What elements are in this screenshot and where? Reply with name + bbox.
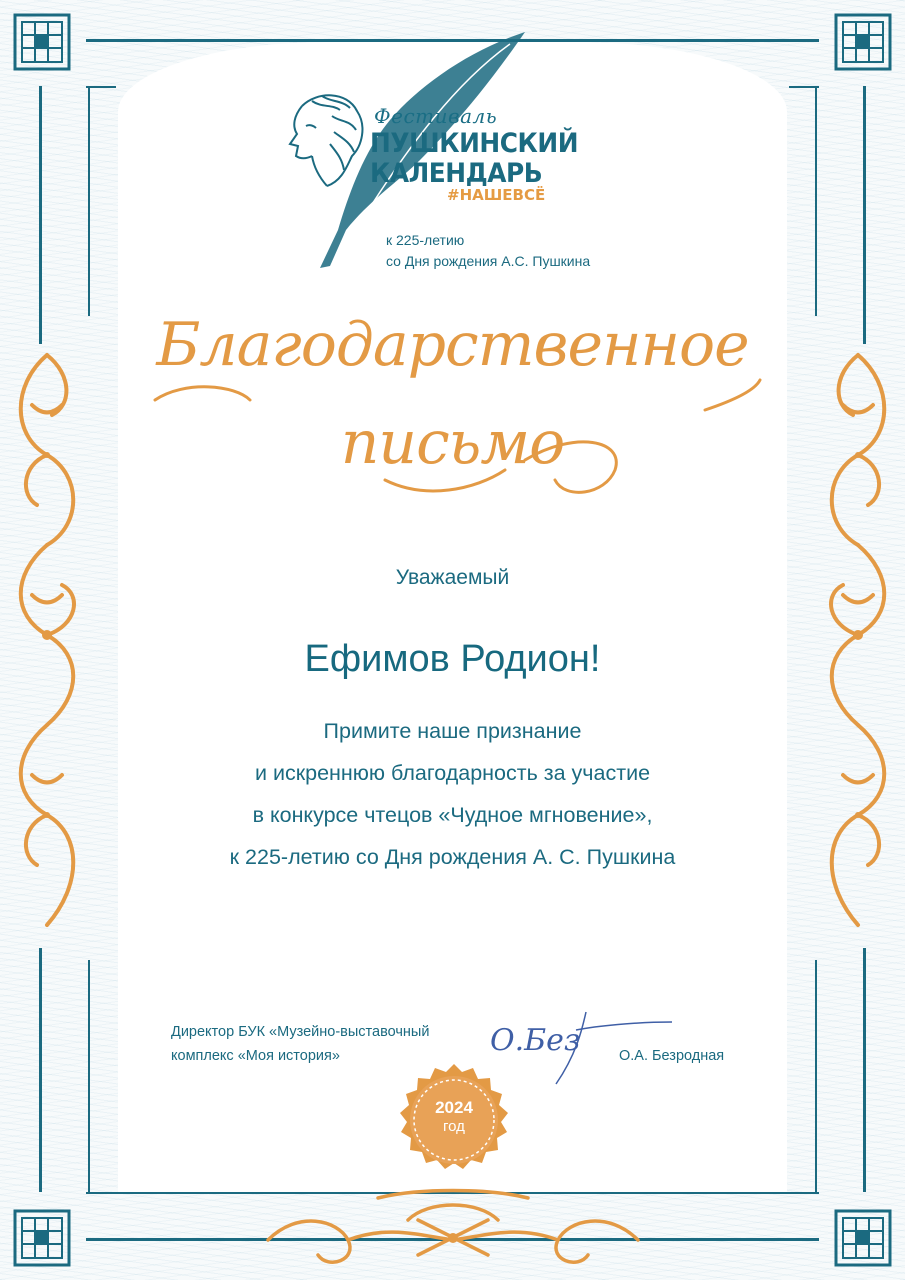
signer-name: О.А. Безродная	[619, 1048, 725, 1064]
body-line: и искреннюю благодарность за участие	[254, 761, 651, 785]
heading-line1: Благодарственное	[156, 310, 749, 380]
anniversary-line2: со Дня рождения А.С. Пушкина	[386, 253, 591, 269]
corner-ornament-icon	[12, 1208, 72, 1268]
body-line: в конкурсе чтецов «Чудное мгновение»,	[252, 803, 653, 827]
logo-hashtag: #НАШЕВСЁ	[447, 186, 546, 204]
corner-ornament-icon	[833, 12, 893, 72]
inner-line-left-lower	[88, 960, 90, 1192]
corner-ornament-icon	[12, 12, 72, 72]
logo-festival-word: Фестиваль	[374, 104, 498, 128]
greeting: Уважаемый	[395, 566, 510, 589]
inner-line-right-lower	[815, 960, 817, 1192]
body-line: Примите наше признание	[323, 719, 582, 743]
flourish-ornament-icon	[258, 1180, 648, 1275]
signer-role-line2: комплекс «Моя история»	[171, 1048, 340, 1064]
frame-line-left	[39, 86, 42, 344]
seal-word: год	[443, 1118, 465, 1135]
svg-text:О.Без: О.Без	[490, 1023, 581, 1058]
signer-role-line1: Директор БУК «Музейно-выставочный	[171, 1024, 430, 1040]
inner-line-left	[88, 86, 90, 316]
frame-line-right-lower	[863, 948, 866, 1192]
frame-line-left-lower	[39, 948, 42, 1192]
handwritten-signature	[486, 1000, 676, 1092]
inner-line-top	[86, 86, 116, 88]
inner-line-top-right	[789, 86, 819, 88]
logo-title-line2: КАЛЕНДАРЬ	[370, 158, 543, 189]
anniversary-line1: к 225-летию	[386, 232, 465, 248]
heading-line2: письмо	[340, 408, 565, 478]
frame-line-right	[863, 86, 866, 344]
corner-ornament-icon	[833, 1208, 893, 1268]
recipient-name: Ефимов Родион!	[304, 638, 601, 680]
seal-year: 2024	[435, 1098, 473, 1117]
logo-title-line1: ПУШКИНСКИЙ	[370, 128, 579, 159]
inner-line-right	[815, 86, 817, 316]
body-line: к 225-летию со Дня рождения А. С. Пушкина	[229, 845, 676, 869]
heading-swash-icon	[145, 360, 765, 510]
